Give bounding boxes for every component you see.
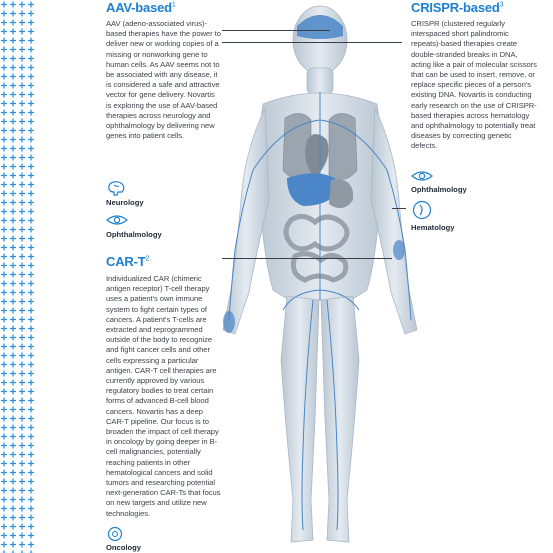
brain-icon (106, 180, 126, 196)
cart-title: CAR-$T^2$ (106, 254, 150, 269)
crispr-title: CRISPR-based$^3$ (411, 0, 504, 15)
aav-description: AAV (adeno-associated virus)-based therapies have the power to deliver new or working copies of a missing or nonworking gene to human cells. As AAV seems not to be associated with any disease, it is considered a safe and attractive vector for gene delivery. Novartis is exploring the use of AAV-based therapies across neurology and ophthalmology by delivering new genes into patient cells. (106, 19, 221, 141)
leader-line-hematology (392, 208, 406, 209)
eye-icon (411, 170, 433, 182)
cart-area-oncology: Oncology (106, 543, 142, 552)
cell-icon (106, 526, 124, 542)
eye-icon (106, 214, 128, 226)
cart-description: Individualized CAR (chimeric antigen receptor) T-cell therapy uses a patient's own immune system to fight certain types of cancers. A patient's T-cells are extracted and reprogrammed outside of the body to recognize and fight cancer cells and other cells expressing a particular antigen. CAR-T cell therapies are currently approved by various regulatory bodies to treat certain forms of advanced B-cell blood cancers. Novartis has a deep CAR-T pipeline. Our focus is to broaden the impact of cell therapy in oncology by going deeper in B-cell malignancies, potentially reaching patients in other hematological cancers and solid tumors and researching potential next-generation CAR-Ts that focus on new targets and utilize new technologies. (106, 274, 221, 518)
crispr-description: CRISPR (clustered regularly interspaced short palindromic repeats)-based therapies create double-stranded breaks in DNA, acting like a pair of molecular scissors that can be used to insert, remove, or replace specific pieces of a person's existing DNA. Novartis is conducting early research on the use of CRISPR-based therapies across hematology and ophthalmology to potentially treat diseases by correcting genetic defects. (411, 19, 537, 151)
aav-reference: 1 (171, 1, 176, 9)
aav-area-ophthalmology: Ophthalmology (106, 230, 162, 239)
arm-highlight (393, 240, 405, 260)
crispr-area-ophthalmology: Ophthalmology (411, 185, 467, 194)
hand-highlight (223, 311, 235, 333)
aav-title: AAV-based$^1$ (106, 0, 176, 15)
leader-line-crispr (222, 42, 402, 43)
decorative-cross-stripe (0, 0, 34, 553)
leader-line-aav (222, 30, 330, 31)
blood-drop-icon (411, 200, 433, 220)
crispr-area-hematology: Hematology (411, 223, 455, 232)
leader-line-cart (222, 258, 392, 259)
aav-area-neurology: Neurology (106, 198, 144, 207)
crispr-reference: 3 (499, 1, 504, 9)
cart-reference: 2 (145, 255, 150, 263)
